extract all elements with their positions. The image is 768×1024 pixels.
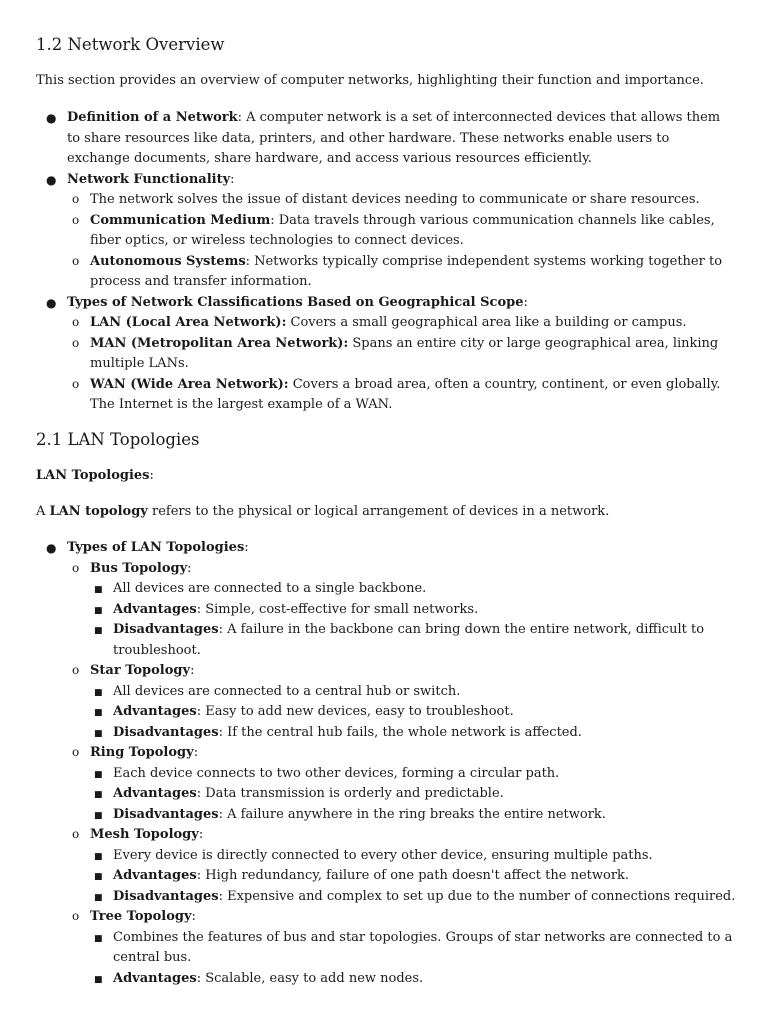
item-text: Spans an entire city or large geographical area, linking multiple LANs. (90, 335, 719, 371)
detail-item (90, 784, 736, 805)
item-text: The network solves the issue of distant devices needing to communicate or share resources. (90, 192, 700, 207)
detail-item (90, 846, 736, 867)
detail-text: : A failure anywhere in the ring breaks the entire network. (218, 806, 606, 822)
detail-item (90, 600, 736, 621)
topology-colon: : (191, 909, 196, 924)
item-text: : Networks typically comprise independent systems working together to process and transfer information. (90, 253, 723, 289)
list-item-functionality (36, 170, 736, 293)
detail-item (90, 887, 736, 908)
topology-name: Ring Topology (90, 745, 194, 760)
detail-text: All devices are connected to a single backbone. (113, 581, 427, 596)
detail-item (90, 702, 736, 723)
subheading (36, 466, 154, 487)
topology-colon: : (198, 827, 204, 842)
sublist-item (67, 190, 736, 211)
detail-text: : Data transmission is orderly and predictable. (196, 786, 504, 801)
topology-details (90, 846, 736, 908)
sublist-item-man (67, 334, 736, 375)
item-label: Definition of a Network (67, 110, 238, 125)
advantages-label: Advantages (113, 868, 197, 883)
detail-item (90, 579, 736, 600)
topology-details (90, 764, 736, 826)
topology-name: Tree Topology (90, 909, 192, 924)
item-label: LAN (Local Area Network): (90, 315, 287, 330)
detail-text: : Easy to add new devices, easy to troubleshoot. (196, 704, 514, 719)
detail-item (90, 928, 736, 969)
item-text: : Data travels through various communication channels like cables, fiber optics, or wireless technologies to connect devices. (90, 212, 715, 248)
sublist-item (67, 252, 736, 293)
intro-a: A (36, 504, 50, 519)
topology-mesh (67, 825, 736, 907)
list-item-lan-types (36, 538, 736, 989)
lan-topologies-list (36, 538, 736, 989)
item-colon: : (230, 171, 235, 187)
item-colon: : (244, 540, 249, 555)
sublist-item (67, 211, 736, 252)
detail-text: : High redundancy, failure of one path doesn't affect the network. (196, 868, 630, 883)
intro-rest: refers to the physical or logical arrangement of devices in a network. (147, 504, 610, 519)
subheading-label: LAN Topologies (36, 468, 150, 483)
topology-details (90, 579, 736, 661)
disadvantages-label: Disadvantages (113, 806, 219, 822)
detail-item (90, 805, 736, 826)
section-title-network-overview: 1.2 Network Overview (36, 35, 225, 54)
advantages-label: Advantages (113, 704, 197, 719)
lan-intro (36, 502, 609, 523)
detail-item (90, 620, 736, 661)
advantages-label: Advantages (113, 970, 197, 986)
detail-item (90, 969, 736, 990)
item-label: WAN (Wide Area Network): (90, 376, 289, 392)
list-item-definition (36, 108, 736, 170)
detail-item (90, 682, 736, 703)
sublist-item-wan (67, 375, 736, 416)
topology-ring (67, 743, 736, 825)
detail-text: : Expensive and complex to set up due to the number of connections required. (218, 888, 736, 904)
item-label: MAN (Metropolitan Area Network): (90, 335, 349, 351)
topology-colon: : (193, 745, 199, 760)
item-text: Covers a small geographical area like a building or campus. (286, 315, 687, 330)
disadvantages-label: Disadvantages (113, 622, 219, 637)
section-intro: This section provides an overview of computer networks, highlighting their function and importance. (36, 73, 704, 88)
intro-bold: LAN topology (49, 504, 148, 519)
advantages-label: Advantages (113, 601, 197, 617)
disadvantages-label: Disadvantages (113, 888, 219, 904)
item-label: Types of Network Classifications Based on Geographical Scope (67, 294, 524, 310)
functionality-sublist (67, 190, 736, 293)
detail-text: Combines the features of bus and star topologies. Groups of star networks are connected to a central bus. (113, 929, 733, 965)
item-colon: : (523, 294, 528, 310)
disadvantages-label: Disadvantages (113, 724, 219, 740)
subheading-colon: : (149, 468, 154, 483)
detail-text: : Simple, cost-effective for small networks. (196, 601, 479, 617)
detail-item (90, 866, 736, 887)
detail-text: Each device connects to two other devices, forming a circular path. (113, 765, 560, 781)
topology-details (90, 682, 736, 744)
section-title-lan-topologies: 2.1 LAN Topologies (36, 430, 200, 449)
item-label: Network Functionality (67, 171, 231, 187)
topology-colon: : (187, 560, 192, 576)
network-overview-list (36, 108, 736, 416)
item-label: Autonomous Systems (90, 253, 246, 269)
topology-star (67, 661, 736, 743)
topology-sublist (67, 559, 736, 990)
topology-tree (67, 907, 736, 989)
detail-item (90, 764, 736, 785)
item-text: Covers a broad area, often a country, continent, or even globally. The Internet is the largest example of a WAN. (90, 376, 721, 412)
item-label: Communication Medium (90, 212, 271, 228)
detail-text: All devices are connected to a central hub or switch. (113, 683, 461, 699)
item-label: Types of LAN Topologies (67, 540, 245, 555)
detail-text: Every device is directly connected to every other device, ensuring multiple paths. (113, 847, 653, 863)
detail-text: : If the central hub fails, the whole network is affected. (218, 724, 582, 740)
detail-text: : A failure in the backbone can bring down the entire network, difficult to troubleshoot. (113, 622, 705, 658)
sublist-item-lan (67, 313, 736, 334)
detail-item (90, 723, 736, 744)
item-text: : A computer network is a set of interconnected devices that allows them to share resources like data, printers, and other hardware. These networks enable users to exchange documents, share hardware, and access various resources efficiently. (67, 110, 721, 166)
topology-details (90, 928, 736, 990)
topology-bus (67, 559, 736, 662)
detail-text: : Scalable, easy to add new nodes. (196, 970, 424, 986)
topology-name: Mesh Topology (90, 827, 199, 842)
advantages-label: Advantages (113, 786, 197, 801)
topology-colon: : (190, 663, 195, 678)
list-item-classification-types (36, 293, 736, 416)
topology-name: Star Topology (90, 663, 191, 678)
classification-sublist (67, 313, 736, 416)
topology-name: Bus Topology (90, 560, 188, 576)
